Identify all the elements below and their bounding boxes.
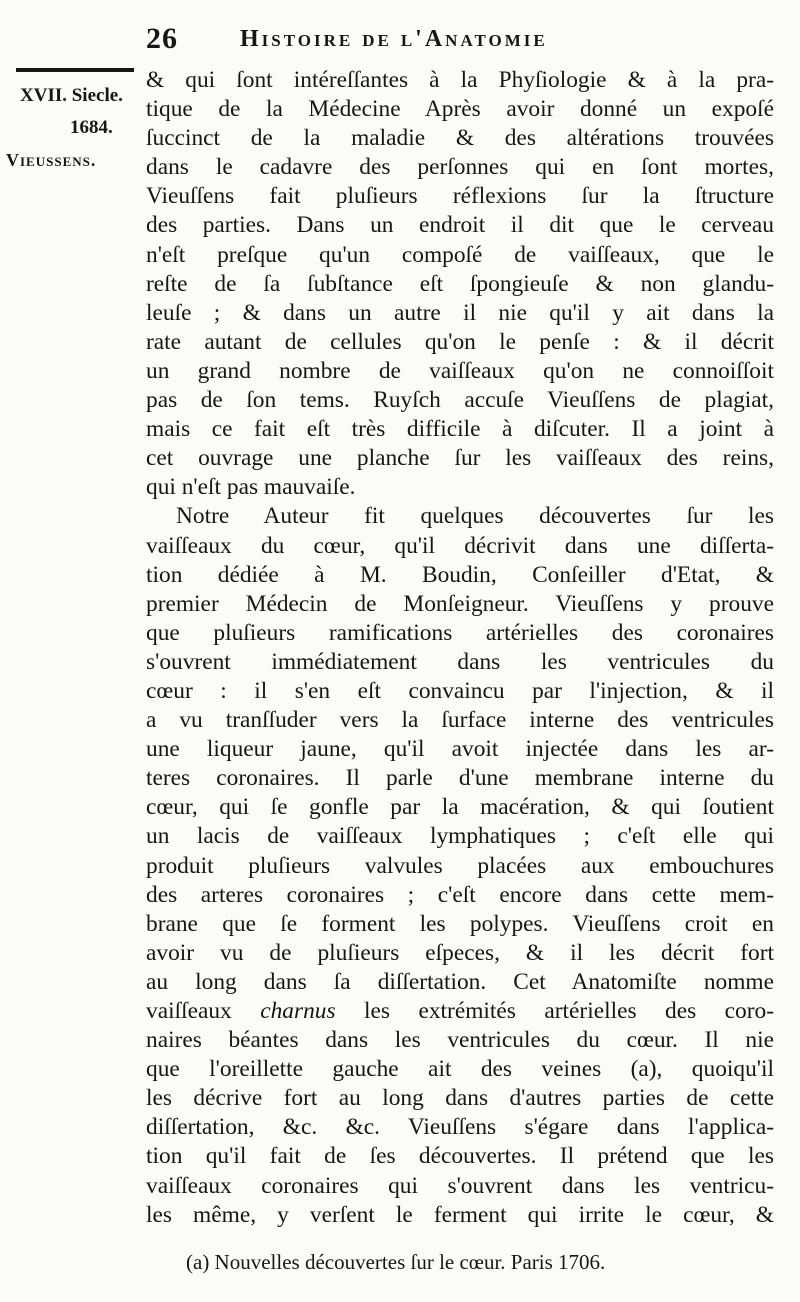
text-segment: vaiſſeaux xyxy=(146,998,232,1024)
text-line: une liqueur jaune, qu'il avoit injectée dans les ar- xyxy=(146,736,774,763)
text-line: au long dans ſa diſſertation. Cet Anatomiſte nomme xyxy=(146,968,774,995)
footnote: (a) Nouvelles découvertes ſur le cœur. Paris 1706. xyxy=(186,1250,606,1274)
text-line: brane que ſe forment les polypes. Vieuſſens croit en xyxy=(146,910,774,937)
text-line: naires béantes dans les ventricules du cœur. Il nie xyxy=(146,1027,774,1054)
text-line: des parties. Dans un endroit il dit que le cerveau xyxy=(146,212,774,239)
text-line: ſuccinct de la maladie & des altérations trouvées xyxy=(146,125,774,152)
text-line: Vieuſſens fait pluſieurs réflexions ſur la ſtructure xyxy=(146,183,774,210)
text-line: cœur : il s'en eſt convaincu par l'injection, & il xyxy=(146,677,774,704)
page-number: 26 xyxy=(146,22,178,55)
text-line: avoir vu de pluſieurs eſpeces, & il les décrit fort xyxy=(146,939,774,966)
margin-author-name: Vieussens. xyxy=(6,150,97,170)
main-text xyxy=(146,66,774,1230)
text-segment: les extrémités artérielles des coro- xyxy=(364,998,775,1024)
text-line: n'eſt preſque qu'un compoſé de vaiſſeaux, que le xyxy=(146,241,774,268)
text-line: tique de la Médecine Après avoir donné un expoſé xyxy=(146,96,774,123)
text-line: vaiſſeaux du cœur, qu'il décrivit dans une diſſerta- xyxy=(146,532,774,559)
text-line: leuſe ; & dans un autre il nie qu'il y ait dans la xyxy=(146,299,774,326)
text-line: tion dédiée à M. Boudin, Conſeiller d'Etat, & xyxy=(146,561,774,588)
text-line: que l'oreillette gauche ait des veines (a), quoiqu'il xyxy=(146,1056,774,1083)
text-line: un lacis de vaiſſeaux lymphatiques ; c'eſt elle qui xyxy=(146,823,774,850)
text-line: qui n'eſt pas mauvaiſe. xyxy=(146,474,356,501)
text-line: pas de ſon tems. Ruyſch accuſe Vieuſſens de plagiat, xyxy=(146,387,774,414)
italic-term: charnus xyxy=(260,998,336,1024)
text-line: teres coronaires. Il parle d'une membrane interne du xyxy=(146,765,774,792)
text-line: rate autant de cellules qu'on le penſe : & il décrit xyxy=(146,328,774,355)
text-line: vaiſſeaux coronaires qui s'ouvrent dans les ventricu- xyxy=(146,1172,774,1199)
text-line: a vu tranſſuder vers la ſurface interne des ventricules xyxy=(146,707,774,734)
text-line: reſte de ſa ſubſtance eſt ſpongieuſe & non glandu- xyxy=(146,270,774,297)
text-line: premier Médecin de Monſeigneur. Vieuſſens y prouve xyxy=(146,590,774,617)
margin-year: 1684. xyxy=(70,117,113,138)
text-line: les même, y verſent le ferment qui irrite le cœur, & xyxy=(146,1201,774,1228)
margin-notes xyxy=(0,68,140,176)
text-line: cœur, qui ſe gonfle par la macération, & qui ſoutient xyxy=(146,794,774,821)
text-line: diſſertation, &c. &c. Vieuſſens s'égare dans l'applica- xyxy=(146,1114,774,1141)
text-line: dans le cadavre des perſonnes qui en ſont mortes, xyxy=(146,154,774,181)
text-line: produit pluſieurs valvules placées aux embouchures xyxy=(146,852,774,879)
text-line: & qui ſont intéreſſantes à la Phyſiologie & à la pra- xyxy=(146,67,774,93)
page-header xyxy=(140,14,780,62)
margin-rule xyxy=(16,68,134,72)
running-title: Histoire de l'Anatomie xyxy=(240,26,548,52)
text-line: les décrive fort au long dans d'autres parties de cette xyxy=(146,1085,774,1112)
text-line-with-italic xyxy=(146,997,774,1026)
text-line: cet ouvrage une planche ſur les vaiſſeaux des reins, xyxy=(146,445,774,472)
text-line: tion qu'il fait de ſes découvertes. Il prétend que les xyxy=(146,1143,774,1170)
margin-century: XVII. Siecle. xyxy=(20,85,123,106)
text-line: que pluſieurs ramifications artérielles des coronaires xyxy=(146,619,774,646)
text-line: un grand nombre de vaiſſeaux qu'on ne connoiſſoit xyxy=(146,357,774,384)
text-line: des arteres coronaires ; c'eſt encore dans cette mem- xyxy=(146,881,774,908)
text-line: mais ce fait eſt très difficile à diſcuter. Il a joint à xyxy=(146,416,774,443)
paragraph-start-line: Notre Auteur fit quelques découvertes ſur les xyxy=(176,503,774,530)
text-line: s'ouvrent immédiatement dans les ventricules du xyxy=(146,648,774,675)
